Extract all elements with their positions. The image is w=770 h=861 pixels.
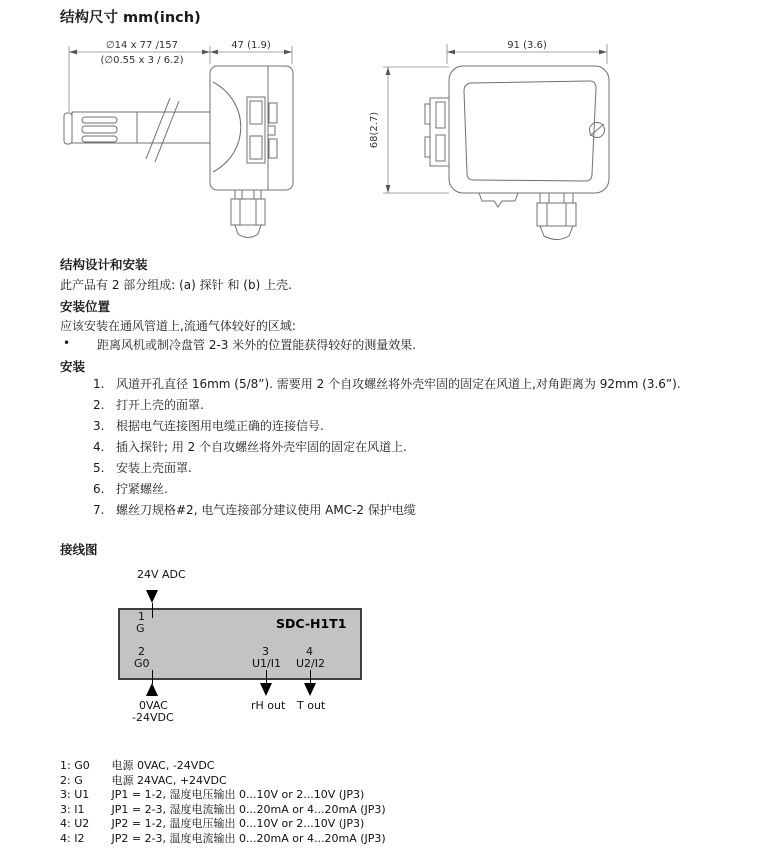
page-title: 结构尺寸 mm(inch) [60, 10, 201, 26]
dim-probe-line1: ∅14 x 77 /157 [105, 40, 179, 51]
install-step [93, 481, 741, 498]
install-step [93, 397, 741, 414]
install-step [93, 376, 741, 393]
terminal-4-name: U2/I2 [296, 657, 325, 670]
dim-probe-line2: (∅0.55 x 3 / 6.2) [100, 55, 184, 66]
install-step [93, 439, 741, 456]
step-number: 3. [93, 419, 105, 433]
step-text: 螺丝刀规格#2, 电气连接部分建议使用 AMC-2 保护电缆 [116, 503, 416, 517]
section-design-heading: 结构设计和安装 [60, 257, 148, 272]
legend-code: 3: U1 [60, 788, 90, 801]
arrow-down-icon [260, 683, 272, 696]
wire-line [310, 670, 311, 683]
legend-desc: JP1 = 1-2, 湿度电压输出 0...10V or 2...10V (JP3) [111, 788, 365, 801]
arrow-down-icon [146, 590, 158, 603]
wire-line [152, 670, 153, 684]
legend-code: 2: G [60, 773, 83, 787]
terminal-3-number: 3 [262, 645, 269, 658]
install-steps [93, 376, 741, 523]
supply-24v-label: 24V ADC [137, 568, 186, 581]
step-text: 拧紧螺丝. [116, 482, 168, 496]
terminal-1-number: 1 [138, 610, 145, 623]
g0-supply-line1: 0VAC [139, 699, 168, 712]
bullet-icon: • [63, 336, 71, 350]
terminal-1-name: G [136, 622, 145, 635]
rh-out-label: rH out [251, 699, 286, 712]
terminal-4-number: 4 [306, 645, 313, 658]
legend-desc: JP2 = 2-3, 温度电流输出 0...20mA or 4...20mA (JP3) [111, 831, 386, 845]
arrow-down-icon [304, 683, 316, 696]
legend-code: 3: I1 [60, 802, 85, 816]
legend-code: 1: G0 [60, 759, 90, 772]
model-label: SDC-H1T1 [276, 616, 347, 631]
side-view-drawing [64, 66, 293, 238]
t-out-label: T out [297, 699, 326, 712]
legend-desc: 电源 24VAC, +24VDC [111, 773, 227, 787]
install-step [93, 502, 741, 519]
step-text: 风道开孔直径 16mm (5/8”). 需要用 2 个自攻螺丝将外壳牢固的固定在风道上,对角距离为 92mm (3.6”). [116, 377, 681, 391]
legend-code: 4: I2 [60, 831, 85, 845]
legend-row [60, 832, 386, 847]
arrow-up-icon [146, 683, 158, 696]
terminal-3-name: U1/I1 [252, 657, 281, 670]
section-wiring-heading: 接线图 [60, 542, 98, 557]
install-step [93, 418, 741, 435]
install-step [93, 460, 741, 477]
step-text: 插入探针; 用 2 个自攻螺丝将外壳牢固的固定在风道上. [116, 440, 407, 454]
legend-desc: JP2 = 1-2, 温度电压输出 0...10V or 2...10V (JP3) [111, 817, 365, 830]
legend-row [60, 803, 386, 818]
step-text: 安装上壳面罩. [116, 461, 192, 475]
step-text: 根据电气连接图用电缆正确的连接信号. [116, 419, 324, 433]
legend-code: 4: U2 [60, 817, 90, 830]
g0-supply-line2: -24VDC [132, 711, 174, 724]
legend-row [60, 788, 386, 803]
section-location-heading: 安装位置 [60, 299, 111, 314]
step-number: 2. [93, 398, 105, 412]
wire-line [152, 603, 153, 618]
step-number: 5. [93, 461, 105, 475]
terminal-legend [60, 759, 386, 846]
dim-height: 68(2.7) [369, 111, 380, 149]
dim-housing-depth: 47 (1.9) [231, 40, 271, 51]
wire-line [266, 670, 267, 683]
dimension-drawings [0, 0, 770, 260]
front-view-drawing [425, 66, 609, 240]
section-design-body: 此产品有 2 部分组成: (a) 探针 和 (b) 上壳. [60, 278, 292, 292]
section-location-body: 应该安装在通风管道上,流通气体较好的区域: [60, 319, 296, 333]
legend-desc: JP1 = 2-3, 湿度电流输出 0...20mA or 4...20mA (JP3) [111, 802, 386, 816]
step-text: 打开上壳的面罩. [116, 398, 204, 412]
terminal-2-number: 2 [138, 645, 145, 658]
legend-row [60, 774, 386, 789]
legend-row [60, 817, 386, 832]
dim-width: 91 (3.6) [507, 40, 547, 51]
step-number: 1. [93, 377, 105, 391]
step-number: 6. [93, 482, 105, 496]
legend-row [60, 759, 386, 774]
step-number: 4. [93, 440, 105, 454]
front-view-dimensions [369, 40, 607, 193]
section-install-heading: 安装 [60, 359, 86, 374]
step-number: 7. [93, 503, 105, 517]
legend-desc: 电源 0VAC, -24VDC [111, 759, 215, 772]
section-location-bullet: 距离风机或制冷盘管 2-3 米外的位置能获得较好的测量效果. [97, 338, 417, 352]
terminal-2-name: G0 [134, 657, 150, 670]
